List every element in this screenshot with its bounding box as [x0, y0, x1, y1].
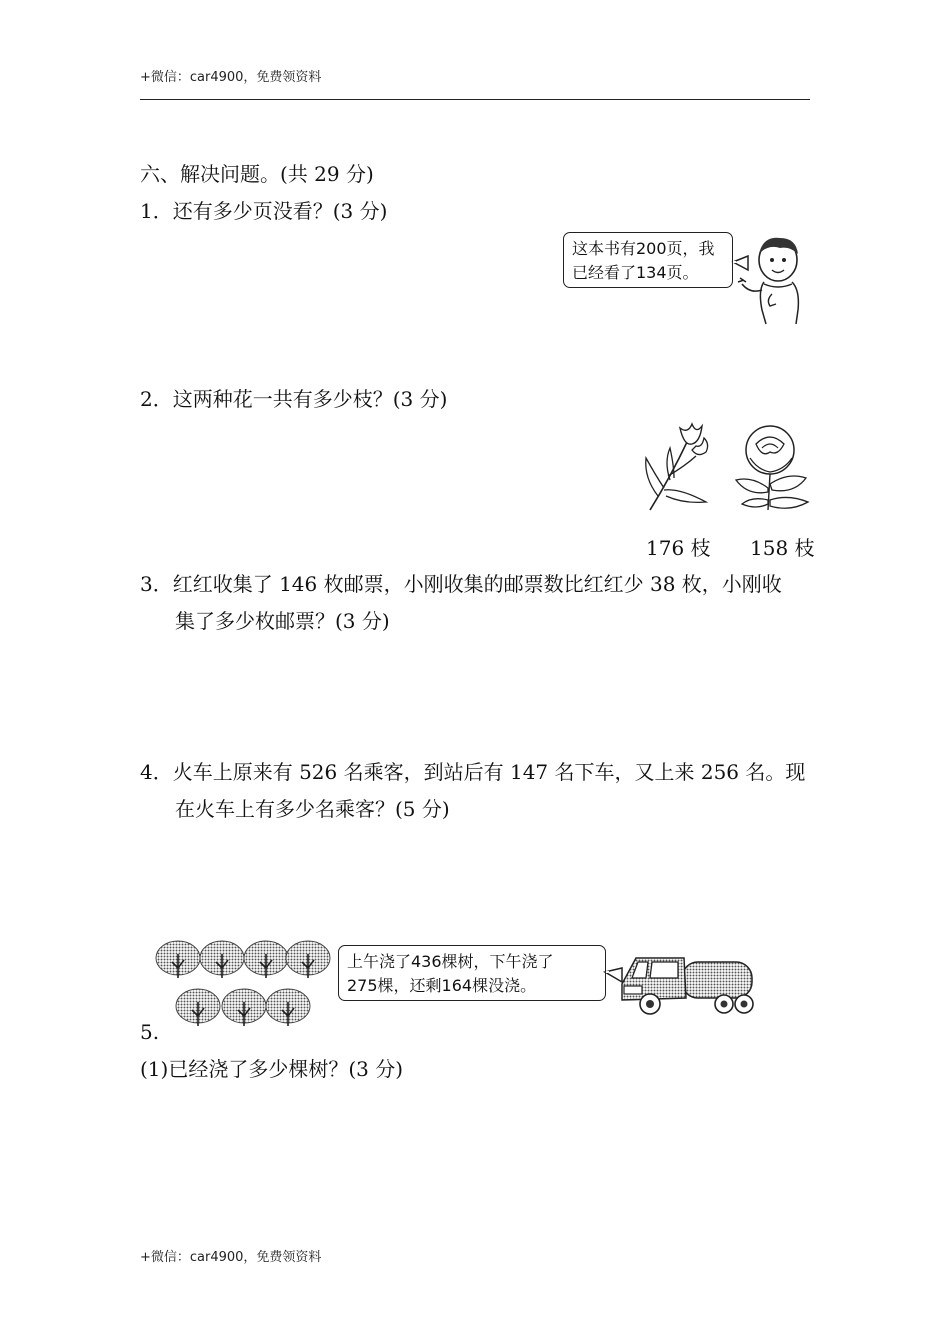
question-1: 1．还有多少页没看？(3 分): [140, 199, 388, 223]
page-header: +微信：car4900，免费领资料: [140, 70, 322, 85]
tree-icon: [156, 941, 200, 978]
bubble-line: 这本书有200页，我: [572, 239, 715, 258]
rose-count-label: 158 枝: [750, 536, 815, 560]
rose-illustration: [722, 418, 812, 513]
boy-illustration: [728, 232, 808, 328]
question-3-line-2: 集了多少枚邮票？(3 分): [175, 609, 390, 633]
question-5-part-1: (1)已经浇了多少棵树？(3 分): [140, 1057, 404, 1081]
tree-icon: [244, 941, 288, 978]
section-title: 六、解决问题。(共 29 分): [140, 162, 374, 186]
tree-icon: [222, 989, 266, 1026]
bubble-line: 上午浇了436棵树，下午浇了: [347, 952, 554, 971]
question-5-number: 5.: [140, 1020, 160, 1044]
question-4-line-2: 在火车上有多少名乘客？(5 分): [175, 797, 450, 821]
question-2: 2．这两种花一共有多少枝？(3 分): [140, 387, 448, 411]
tree-icon: [176, 989, 220, 1026]
water-truck-illustration: [602, 950, 762, 1020]
tree-icon: [266, 989, 310, 1026]
tree-icon: [286, 941, 330, 978]
tulip-count-label: 176 枝: [646, 536, 711, 560]
speech-bubble-boy: [563, 232, 733, 288]
tulip-illustration: [640, 418, 715, 513]
header-rule: [140, 99, 810, 100]
tree-icon: [200, 941, 244, 978]
page-footer: +微信：car4900，免费领资料: [140, 1250, 322, 1265]
bubble-line: 已经看了134页。: [572, 263, 699, 282]
trees-illustration: [150, 936, 335, 1036]
bubble-line: 275棵，还剩164棵没浇。: [347, 976, 537, 995]
question-4-line-1: 4．火车上原来有 526 名乘客，到站后有 147 名下车，又上来 256 名。现: [140, 760, 806, 784]
question-3-line-1: 3．红红收集了 146 枚邮票，小刚收集的邮票数比红红少 38 枚，小刚收: [140, 572, 782, 596]
speech-bubble-truck: [338, 945, 606, 1001]
